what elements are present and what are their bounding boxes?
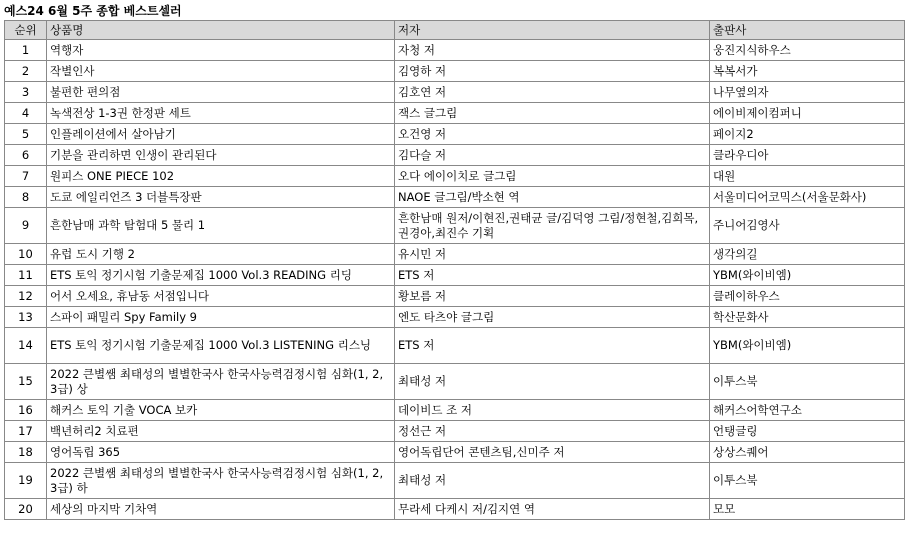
- author-cell: 최태성 저: [395, 364, 710, 400]
- author-cell: 영어독립단어 콘텐츠팀,신미주 저: [395, 442, 710, 463]
- publisher-cell: 에이비제이컴퍼니: [710, 103, 905, 124]
- author-cell: 데이비드 조 저: [395, 400, 710, 421]
- table-row: [5, 208, 905, 244]
- rank-cell: 9: [5, 208, 47, 244]
- author-cell: 잭스 글그림: [395, 103, 710, 124]
- publisher-cell: 나무옆의자: [710, 82, 905, 103]
- rank-cell: 16: [5, 400, 47, 421]
- table-row: [5, 145, 905, 166]
- rank-cell: 8: [5, 187, 47, 208]
- rank-cell: 18: [5, 442, 47, 463]
- product-cell: 어서 오세요, 휴남동 서점입니다: [47, 286, 395, 307]
- table-row: [5, 286, 905, 307]
- product-cell: 역행자: [47, 40, 395, 61]
- rank-cell: 5: [5, 124, 47, 145]
- rank-cell: 6: [5, 145, 47, 166]
- product-cell: 도쿄 에일리언즈 3 더블특장판: [47, 187, 395, 208]
- publisher-cell: 클레이하우스: [710, 286, 905, 307]
- table-row: [5, 265, 905, 286]
- product-cell: 인플레이션에서 살아남기: [47, 124, 395, 145]
- product-cell: 유럽 도시 기행 2: [47, 244, 395, 265]
- author-cell: 최태성 저: [395, 463, 710, 499]
- product-cell: ETS 토익 정기시험 기출문제집 1000 Vol.3 READING 리딩: [47, 265, 395, 286]
- publisher-cell: 웅진지식하우스: [710, 40, 905, 61]
- rank-cell: 1: [5, 40, 47, 61]
- rank-cell: 4: [5, 103, 47, 124]
- product-cell: 작별인사: [47, 61, 395, 82]
- table-row: [5, 40, 905, 61]
- author-cell: 황보름 저: [395, 286, 710, 307]
- rank-cell: 10: [5, 244, 47, 265]
- publisher-cell: 클라우디아: [710, 145, 905, 166]
- author-cell: 오건영 저: [395, 124, 710, 145]
- product-cell: 해커스 토익 기출 VOCA 보카: [47, 400, 395, 421]
- product-cell: 2022 큰별쌤 최태성의 별별한국사 한국사능력검정시험 심화(1, 2, 3급) 상: [47, 364, 395, 400]
- publisher-cell: 대원: [710, 166, 905, 187]
- publisher-cell: 서울미디어코믹스(서울문화사): [710, 187, 905, 208]
- publisher-cell: 생각의길: [710, 244, 905, 265]
- page-title: 예스24 6월 5주 종합 베스트셀러: [4, 4, 182, 18]
- product-cell: 영어독립 365: [47, 442, 395, 463]
- table-row: [5, 103, 905, 124]
- product-cell: 흔한남매 과학 탐험대 5 물리 1: [47, 208, 395, 244]
- rank-cell: 3: [5, 82, 47, 103]
- table-row: [5, 307, 905, 328]
- publisher-cell: 페이지2: [710, 124, 905, 145]
- product-cell: 스파이 패밀리 Spy Family 9: [47, 307, 395, 328]
- rank-cell: 2: [5, 61, 47, 82]
- author-cell: 김호연 저: [395, 82, 710, 103]
- product-cell: 2022 큰별쌤 최태성의 별별한국사 한국사능력검정시험 심화(1, 2, 3급) 하: [47, 463, 395, 499]
- publisher-cell: 이투스북: [710, 364, 905, 400]
- bestseller-table: [4, 20, 905, 520]
- author-cell: 김다슬 저: [395, 145, 710, 166]
- table-row: [5, 364, 905, 400]
- product-cell: 세상의 마지막 기차역: [47, 499, 395, 520]
- header-rank: 순위: [5, 21, 47, 40]
- table-row: [5, 244, 905, 265]
- rank-cell: 14: [5, 328, 47, 364]
- rank-cell: 19: [5, 463, 47, 499]
- product-cell: 원피스 ONE PIECE 102: [47, 166, 395, 187]
- product-cell: 불편한 편의점: [47, 82, 395, 103]
- table-row: [5, 124, 905, 145]
- table-row: [5, 400, 905, 421]
- publisher-cell: 학산문화사: [710, 307, 905, 328]
- product-cell: 기분을 관리하면 인생이 관리된다: [47, 145, 395, 166]
- table-row: [5, 499, 905, 520]
- rank-cell: 17: [5, 421, 47, 442]
- rank-cell: 11: [5, 265, 47, 286]
- table-row: [5, 166, 905, 187]
- table-row: [5, 328, 905, 364]
- author-cell: 흔한남매 원저/이현진,권태균 글/김덕영 그림/정현철,김희목,권경아,최진수 기획: [395, 208, 710, 244]
- product-cell: 백년허리2 치료편: [47, 421, 395, 442]
- header-publisher: 출판사: [710, 21, 905, 40]
- publisher-cell: 해커스어학연구소: [710, 400, 905, 421]
- author-cell: 유시민 저: [395, 244, 710, 265]
- author-cell: NAOE 글그림/박소현 역: [395, 187, 710, 208]
- author-cell: ETS 저: [395, 265, 710, 286]
- header-row: [5, 21, 905, 40]
- author-cell: 오다 에이이치로 글그림: [395, 166, 710, 187]
- table-row: [5, 187, 905, 208]
- table-row: [5, 421, 905, 442]
- publisher-cell: YBM(와이비엠): [710, 265, 905, 286]
- publisher-cell: 언탱글링: [710, 421, 905, 442]
- rank-cell: 7: [5, 166, 47, 187]
- author-cell: ETS 저: [395, 328, 710, 364]
- publisher-cell: 상상스퀘어: [710, 442, 905, 463]
- author-cell: 엔도 타츠야 글그림: [395, 307, 710, 328]
- author-cell: 자청 저: [395, 40, 710, 61]
- publisher-cell: 모모: [710, 499, 905, 520]
- table-row: [5, 61, 905, 82]
- table-row: [5, 442, 905, 463]
- rank-cell: 12: [5, 286, 47, 307]
- author-cell: 무라세 다케시 저/김지연 역: [395, 499, 710, 520]
- rank-cell: 15: [5, 364, 47, 400]
- publisher-cell: 주니어김영사: [710, 208, 905, 244]
- author-cell: 정선근 저: [395, 421, 710, 442]
- table-row: [5, 82, 905, 103]
- table-row: [5, 463, 905, 499]
- rank-cell: 13: [5, 307, 47, 328]
- product-cell: 녹색전상 1-3권 한정판 세트: [47, 103, 395, 124]
- product-cell: ETS 토익 정기시험 기출문제집 1000 Vol.3 LISTENING 리스닝: [47, 328, 395, 364]
- publisher-cell: 복복서가: [710, 61, 905, 82]
- author-cell: 김영하 저: [395, 61, 710, 82]
- publisher-cell: YBM(와이비엠): [710, 328, 905, 364]
- header-product: 상품명: [47, 21, 395, 40]
- rank-cell: 20: [5, 499, 47, 520]
- header-author: 저자: [395, 21, 710, 40]
- publisher-cell: 이투스북: [710, 463, 905, 499]
